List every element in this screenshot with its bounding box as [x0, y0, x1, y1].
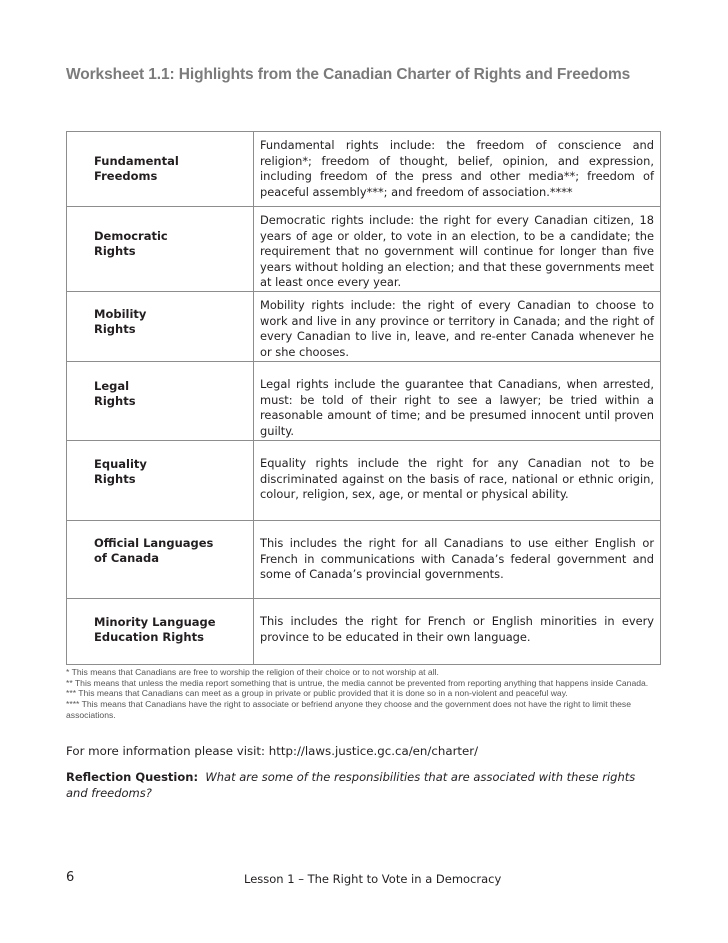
right-category-label: Rights [94, 322, 136, 336]
right-category-label: of Canada [94, 551, 160, 565]
right-category-label: Rights [94, 244, 136, 258]
footnote: * This means that Canadians are free to worship the religion of their choice or to not worship at all. [66, 667, 439, 677]
table-row [67, 292, 661, 362]
footnote: ** This means that unless the media report something that is untrue, the media cannot be prevented from reporting anything that happens inside Canada. [66, 677, 649, 688]
right-category-label: Legal [94, 379, 130, 393]
right-description: This includes the right for French or English minorities in every province to be educated in their own language. [254, 599, 661, 665]
right-category-cell [67, 441, 254, 521]
right-description: This includes the right for all Canadians to use either English or French in communications with Canada’s federal government and some of Canada’s provincial governments. [254, 521, 661, 599]
footnote: **** This means that Canadians have the right to associate or befriend anyone they choose and the government does not have the right to limit these associations. [66, 699, 631, 720]
right-category-cell [67, 207, 254, 292]
reflection-question [66, 769, 656, 801]
right-category-label: Mobility [94, 307, 147, 321]
page-footer: Lesson 1 – The Right to Vote in a Democracy [244, 872, 502, 886]
table-row [67, 521, 661, 599]
right-category-label: Official Languages [94, 536, 214, 550]
right-category-cell [67, 292, 254, 362]
right-category-label: Democratic [94, 229, 168, 243]
footnote: *** This means that Canadians can meet as a group in private or public provided that it is done so in a non-violent and peaceful way. [66, 688, 568, 699]
reflection-label: Reflection Question: [66, 770, 199, 784]
reflection-question-text: What are some of the responsibilities that are associated with these rights and freedoms? [66, 770, 636, 800]
table-row [67, 441, 661, 521]
page-number: 6 [66, 870, 75, 885]
table-row [67, 132, 661, 207]
right-category-label: Freedoms [94, 169, 158, 183]
right-category-cell [67, 521, 254, 599]
more-info-link-text[interactable]: For more information please visit: http://laws.justice.gc.ca/en/charter/ [66, 744, 479, 758]
right-description: Democratic rights include: the right for every Canadian citizen, 18 years of age or older, to vote in an election, to be a candidate; the requirement that no government will continue for longer than five years without holding an election; and that these governments meet at least once every year. [254, 207, 661, 292]
table-row [67, 599, 661, 665]
right-category-label: Minority Language [94, 615, 216, 629]
right-category-label: Rights [94, 472, 136, 486]
right-description: Mobility rights include: the right of every Canadian to choose to work and live in any province or territory in Canada; and the right of every Canadian to live in, leave, and re-enter Canada whenever he or she chooses. [254, 292, 661, 362]
right-description: Fundamental rights include: the freedom of conscience and religion*; freedom of thought, belief, opinion, and expression, including freedom of the press and other media**; freedom of peaceful assembly***; and freedom of association.**** [254, 132, 661, 207]
table-row [67, 207, 661, 292]
right-description: Legal rights include the guarantee that Canadians, when arrested, must: be told of their right to see a lawyer; be tried within a reasonable amount of time; and be presumed innocent until proven guilty. [254, 362, 661, 441]
charter-rights-table [66, 131, 661, 665]
footnotes [66, 667, 664, 721]
right-category-label: Equality [94, 457, 147, 471]
right-category-label: Fundamental [94, 154, 179, 168]
right-description: Equality rights include the right for any Canadian not to be discriminated against on the basis of race, national or ethnic origin, colour, religion, sex, age, or mental or physical ability. [254, 441, 661, 521]
right-category-cell [67, 362, 254, 441]
right-category-label: Rights [94, 394, 136, 408]
right-category-cell [67, 132, 254, 207]
worksheet-title: Worksheet 1.1: Highlights from the Canadian Charter of Rights and Freedoms [66, 66, 631, 83]
table-row [67, 362, 661, 441]
right-category-cell [67, 599, 254, 665]
right-category-label: Education Rights [94, 630, 204, 644]
